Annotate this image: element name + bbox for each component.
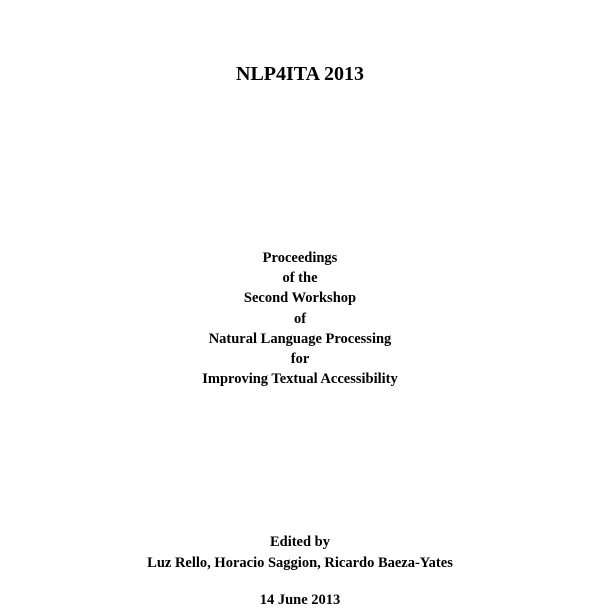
proceedings-line: Proceedings (262, 250, 338, 266)
proceedings-line: of (293, 310, 307, 327)
proceedings-line: of the (282, 270, 318, 287)
document-title: NLP4ITA 2013 (236, 63, 364, 85)
publication-date: 14 June 2013 (259, 592, 341, 608)
proceedings-line: Improving Textual Accessibility (202, 371, 398, 388)
proceedings-block (0, 248, 600, 389)
proceedings-line: Second Workshop (243, 290, 357, 307)
proceedings-line: Natural Language Processing (208, 330, 392, 347)
edited-by-label: Edited by (269, 534, 331, 550)
proceedings-line: for (290, 351, 310, 368)
editors-names: Luz Rello, Horacio Saggion, Ricardo Baeza-Yates (147, 554, 453, 571)
editors-block (0, 532, 600, 573)
